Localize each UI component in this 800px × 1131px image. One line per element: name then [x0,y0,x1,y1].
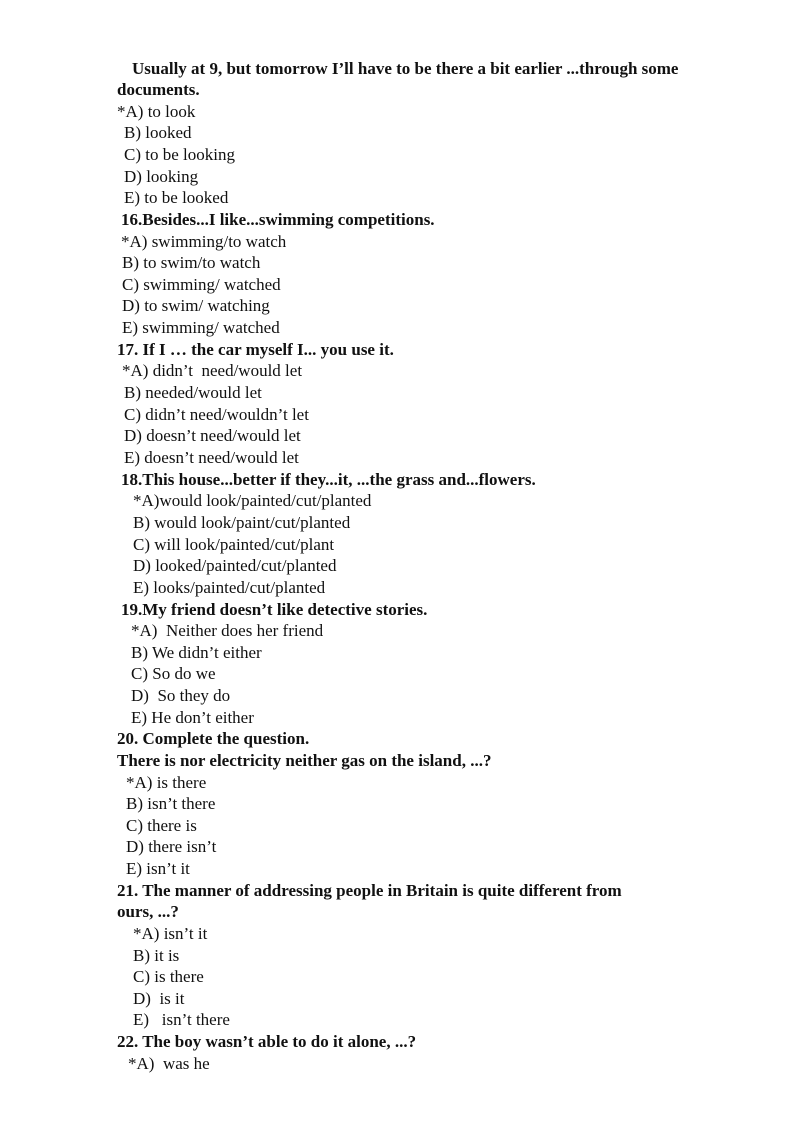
answer-option: B) to swim/to watch [122,253,261,272]
answer-option: B) it is [133,946,180,965]
answer-option: C) So do we [131,664,216,683]
question-21-text-line-1: 21. The manner of addressing people in Britain is quite different from [117,881,622,900]
answer-option: E) swimming/ watched [122,318,280,337]
answer-option: *A) didn’t need/would let [122,361,303,380]
answer-option: D) is it [133,989,185,1008]
answer-option: *A) isn’t it [133,924,208,943]
answer-option: E) doesn’t need/would let [124,448,299,467]
answer-option: *A) Neither does her friend [131,621,324,640]
question-20-text-line-2: There is nor electricity neither gas on the island, ...? [117,751,492,770]
answer-option: E) He don’t either [131,708,254,727]
answer-option: E) to be looked [124,188,229,207]
question-21-text-line-2: ours, ...? [117,902,179,921]
question-22-text: 22. The boy wasn’t able to do it alone, ...? [117,1032,417,1051]
question-19-text: 19.My friend doesn’t like detective stories. [121,600,428,619]
question-20-text-line-1: 20. Complete the question. [117,729,310,748]
answer-option: E) looks/painted/cut/planted [133,578,326,597]
question-17-text: 17. If I … the car myself I... you use it. [117,340,394,359]
answer-option: B) looked [124,123,192,142]
answer-option: *A)would look/painted/cut/planted [133,491,372,510]
answer-option: D) there isn’t [126,837,217,856]
answer-option: D) to swim/ watching [122,296,270,315]
answer-option: *A) swimming/to watch [121,232,287,251]
question-15-text-line-1: Usually at 9, but tomorrow I’ll have to be there a bit earlier ...through some [132,59,679,78]
answer-option: C) will look/painted/cut/plant [133,535,335,554]
answer-option: E) isn’t there [133,1010,230,1029]
answer-option: C) there is [126,816,197,835]
question-18-text: 18.This house...better if they...it, ...the grass and...flowers. [121,470,536,489]
answer-option: B) isn’t there [126,794,216,813]
answer-option: *A) is there [126,773,207,792]
answer-option: C) is there [133,967,204,986]
question-15-text-line-2: documents. [117,80,200,99]
answer-option: *A) to look [117,102,196,121]
answer-option: D) doesn’t need/would let [124,426,301,445]
answer-option: D) So they do [131,686,231,705]
answer-option: B) would look/paint/cut/planted [133,513,351,532]
answer-option: *A) was he [128,1054,210,1073]
answer-option: D) looked/painted/cut/planted [133,556,337,575]
answer-option: D) looking [124,167,199,186]
question-16-text: 16.Besides...I like...swimming competitions. [121,210,435,229]
answer-option: C) to be looking [124,145,235,164]
answer-option: B) needed/would let [124,383,262,402]
answer-option: C) didn’t need/wouldn’t let [124,405,309,424]
answer-option: B) We didn’t either [131,643,262,662]
answer-option: C) swimming/ watched [122,275,281,294]
answer-option: E) isn’t it [126,859,190,878]
